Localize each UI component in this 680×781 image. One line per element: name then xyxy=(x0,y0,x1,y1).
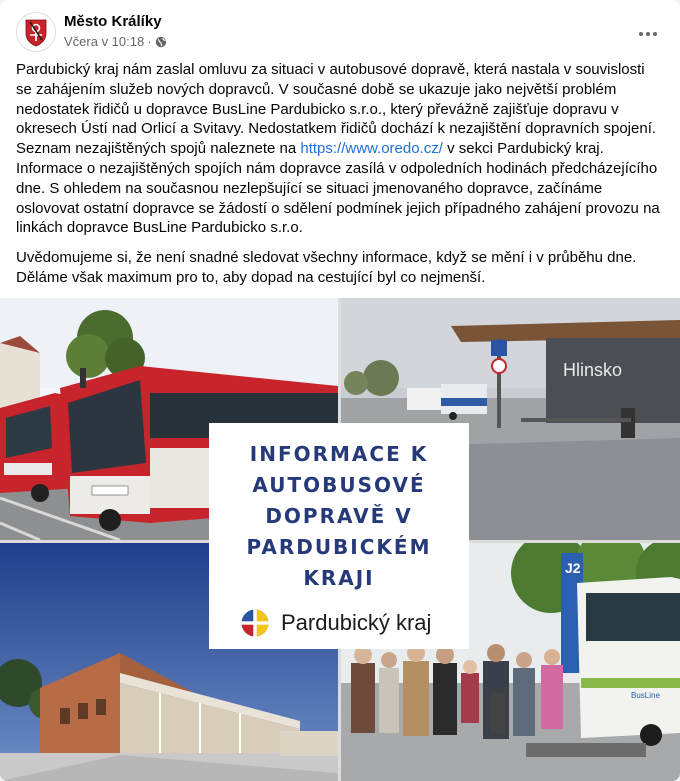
post-paragraph-2: Uvědomujeme si, že není snadné sledovat všechny informace, když se mění i v průběhu dne. Děláme však maximum pro to, aby dopad na cestující byl co nejmenší. xyxy=(16,249,637,286)
paragraph-1-part-2: v sekci Pardubický kraj. Informace o nezajištěných spojích nám dopravce zasílá v odpoledních hodinách předcházejícího dne. S ohledem na současnou nezlepšující se situaci jmenovaného dopravce, začínáme oslovovat ostatní dopravce se žádostí o sdělení podmínek jejich případného zahájení provozu na linkách dopravce BusLine Pardubicko s.r.o. xyxy=(16,140,660,237)
dot xyxy=(653,32,657,36)
overlay-title-line: DOPRAVĚ V xyxy=(265,504,413,528)
meta-separator: · xyxy=(147,34,152,49)
dot xyxy=(639,32,643,36)
stand-sign-text: J2 xyxy=(565,560,581,576)
logo-text: Pardubický kraj xyxy=(281,610,432,635)
post-meta xyxy=(64,34,167,51)
overlay-title-line: PARDUBICKÉM xyxy=(246,535,432,559)
post-timestamp[interactable]: Včera v 10:18 xyxy=(64,34,145,49)
page-avatar[interactable] xyxy=(16,12,56,52)
dot xyxy=(646,32,650,36)
paragraph-1-part-1: Pardubický kraj nám zaslal omluvu za situaci v autobusové dopravě, která nastala v souvislosti se zahájením služeb nových dopravců. V současné době se ukazuje jako největší problém nedostatek řidičů u dopravce BusLine Pardubicko s.r.o., který převážně zajišťuje dopravu v okresech Ústí nad Orlicí a Svitavy. Nedostatkem řidičů dochází k nezajištění dopravních spojení. Seznam nezajištěných spojů naleznete na xyxy=(16,61,657,158)
post-paragraph-1 xyxy=(16,60,664,238)
coat-of-arms-icon xyxy=(17,13,55,51)
globe-icon[interactable] xyxy=(155,36,167,51)
info-overlay-card xyxy=(209,423,469,649)
station-sign-text: Hlinsko xyxy=(563,360,623,380)
overlay-title xyxy=(209,439,469,594)
overlay-title-line: AUTOBUSOVÉ xyxy=(252,473,426,497)
page-name[interactable]: Město Králíky xyxy=(64,13,162,30)
overlay-title-line: INFORMACE K xyxy=(249,442,429,466)
oredo-link[interactable]: https://www.oredo.cz/ xyxy=(300,140,443,158)
pardubicky-kraj-logo xyxy=(241,608,451,638)
region-logo-icon xyxy=(241,609,269,637)
overlay-title-line: KRAJI xyxy=(303,566,375,590)
post-header xyxy=(16,12,664,54)
post-body xyxy=(16,60,664,298)
post-image[interactable] xyxy=(0,298,680,781)
bus-brand-text: BusLine xyxy=(631,691,660,700)
more-options-button[interactable] xyxy=(632,18,664,50)
